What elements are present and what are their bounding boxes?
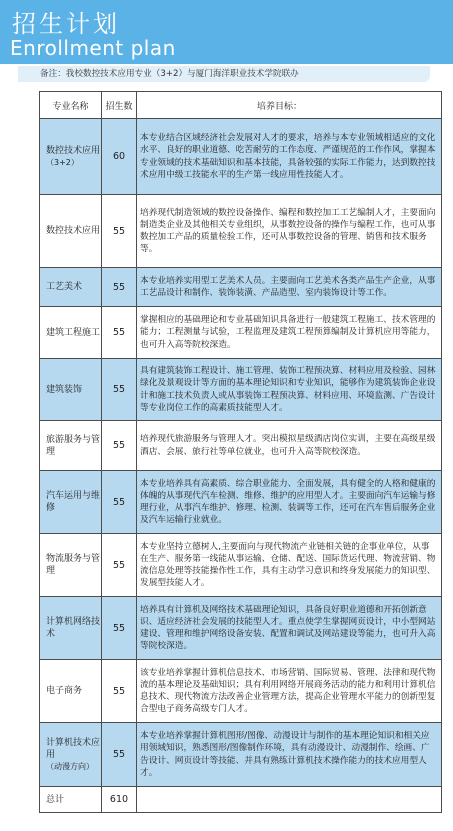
major-name: 数控技术应用 — [40, 195, 102, 268]
major-name: 工艺美术 — [40, 268, 102, 307]
table-header-row — [40, 92, 442, 119]
enrollment-table — [39, 91, 442, 813]
quota-value: 55 — [102, 660, 137, 723]
plan-text: 具有建筑装饰工程设计、施工管理、装饰工程预决算、材料应用及检验、园林绿化及景观设计等方面的基本理论知识和专业知识，能够作为建筑装饰企业设计和施工技术负责人或从事装饰工程预决算、材料应用、环境监测、广告设计等专业岗位工作的高素质技能型人才。 — [137, 359, 442, 421]
table-row — [40, 723, 442, 787]
major-name: 数控技术应用 （3+2） — [40, 119, 102, 195]
major-name: 计算机网络技术 — [40, 597, 102, 660]
plan-text: 本专业培养实用型工艺美术人员。主要面向工艺美术各类产品生产企业，从事工艺品设计和制作、装饰装潢、产品造型、室内装饰设计等工作。 — [137, 268, 442, 307]
quota-value: 55 — [102, 307, 137, 359]
plan-text — [137, 787, 442, 813]
table-row — [40, 471, 442, 534]
major-name: 电子商务 — [40, 660, 102, 723]
major-name: 物流服务与管理 — [40, 534, 102, 597]
quota-value: 55 — [102, 534, 137, 597]
plan-text: 培养现代旅游服务与管理人才。突出模拟星级酒店岗位实训，主要在高级星级酒店、会展、旅行社等单位就业，也可升入高等院校深造。 — [137, 421, 442, 471]
plan-text: 本专业结合区域经济社会发展对人才的要求，培养与本专业领域相适应的文化水平、良好的职业道德、吃苦耐劳的工作态度、严谨规范的工作作风，掌握本专业领域的技术基础知识和基本技能，具备较强的实际工作能力，达到数控技术应用中级工技能水平的生产第一线应用性技能人才。 — [137, 119, 442, 195]
page-title: 招生计划 — [12, 10, 120, 38]
quota-value: 55 — [102, 597, 137, 660]
quota-value: 55 — [102, 195, 137, 268]
quota-value: 55 — [102, 421, 137, 471]
table-row — [40, 195, 442, 268]
header-quota: 招生数 — [102, 92, 137, 119]
table-row — [40, 268, 442, 307]
table-row — [40, 597, 442, 660]
plan-text: 培养现代制造领域的数控设备操作、编程和数控加工工艺编制人才，主要面向制造类企业及其他相关专业组织，从事数控设备的操作与编程工作，也可从事数控加工产品的质量检验工作，还可从事数控设备的管理、销售和技术服务等。 — [137, 195, 442, 268]
table-row — [40, 534, 442, 597]
plan-text: 本专业培养掌握计算机图形/图像、动漫设计与制作的基本理论知识和相关应用领域知识，熟悉图形/图像制作环境，具有动漫设计、动漫制作、绘画、广告设计、网页设计等技能、并具有熟练计算机技术操作能力的技术应用型人才。 — [137, 723, 442, 787]
plan-text: 该专业培养掌握计算机信息技术、市场营销、国际贸易、管理、法律和现代物流的基本理论及基础知识；具有利用网络开展商务活动的能力和利用计算机信息技术、现代物流方法改善企业管理方法，提高企业管理水平能力的创新型复合型电子商务高级专门人才。 — [137, 660, 442, 723]
major-name: 建筑装饰 — [40, 359, 102, 421]
header-plan: 培养目标： — [137, 92, 442, 119]
plan-text: 掌握相应的基础理论和专业基础知识具备进行一般建筑工程施工、技术管理的能力；工程测量与试验，工程监理及建筑工程预算编制及计算机应用等能力，也可升入高等院校深造。 — [137, 307, 442, 359]
major-name: 建筑工程施工 — [40, 307, 102, 359]
note-text: 备注：我校数控技术应用专业（3+2）与厦门海洋职业技术学院联办 — [40, 69, 299, 79]
quota-value: 55 — [102, 471, 137, 534]
page-subtitle: Enrollment plan — [10, 36, 176, 60]
major-name: 汽车运用与维修 — [40, 471, 102, 534]
quota-value: 55 — [102, 723, 137, 787]
major-sub: （3+2） — [46, 157, 79, 167]
table-row — [40, 119, 442, 195]
header-banner — [0, 0, 453, 64]
quota-value: 60 — [102, 119, 137, 195]
quota-value: 55 — [102, 268, 137, 307]
total-label: 总计 — [40, 787, 102, 813]
major-name: 旅游服务与管理 — [40, 421, 102, 471]
header-major: 专业名称 — [40, 92, 102, 119]
major-name: 计算机技术应用 （动漫方向） — [40, 723, 102, 787]
table-row — [40, 660, 442, 723]
table-row — [40, 307, 442, 359]
total-row — [40, 787, 442, 813]
table-row — [40, 359, 442, 421]
major-sub: （动漫方向） — [46, 761, 94, 771]
total-value: 610 — [102, 787, 137, 813]
plan-text: 本专业培养具有高素质、综合职业能力、全面发展，具有健全的人格和健康的体魄的从事现代汽车检测、维修、维护的应用型人才。主要面向汽车运输与修理行业，从事汽车维护、修理、检测、装调等工作，还可在汽车售后服务企业及汽车运输行业就业。 — [137, 471, 442, 534]
plan-text: 培养具有计算机及网络技术基础理论知识，具备良好职业道德和开拓创新意识、适应经济社会发展的技能型人才。重点使学生掌握网页设计，中小型网站建设、管理和维护网络设备安装、配置和调试及网站建设等能力，也可升入高等院校深造。 — [137, 597, 442, 660]
table-row — [40, 421, 442, 471]
quota-value: 55 — [102, 359, 137, 421]
plan-text: 本专业坚持立德树人,主要面向与现代物流产业链相关链的企事业单位，从事在生产、服务第一线能从事运输、仓储、配送、国际货运代理、物流营销、物流信息处理等技能操作性工作，具有主动学习意识和终身发展能力的知识型、发展型技能人才。 — [137, 534, 442, 597]
